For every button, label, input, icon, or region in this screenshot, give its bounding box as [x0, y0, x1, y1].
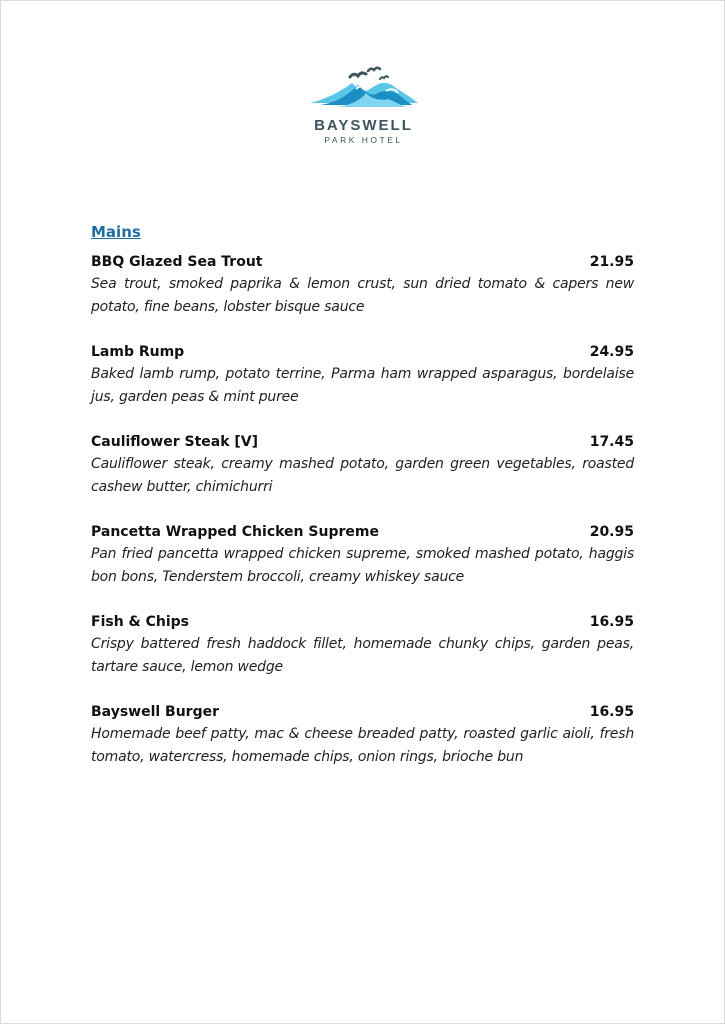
menu-item-name: Bayswell Burger: [91, 704, 220, 720]
menu-item-name: Fish & Chips: [91, 614, 190, 630]
menu-item-name: BBQ Glazed Sea Trout: [91, 254, 263, 270]
menu-item: [91, 251, 634, 319]
menu-item-header: [91, 701, 634, 723]
menu-item: [91, 521, 634, 589]
menu-item-name: Lamb Rump: [91, 344, 185, 360]
hotel-subtitle: PARK HOTEL: [324, 135, 403, 145]
menu-item: [91, 341, 634, 409]
menu-item-description: Cauliflower steak, creamy mashed potato, garden green vegetables, roasted cashew butter, chimichurri: [91, 456, 634, 495]
menu-item-header: [91, 431, 634, 453]
menu-item-price: 17.45: [589, 434, 634, 450]
menu-item-header: [91, 341, 634, 363]
menu-item-description: Crispy battered fresh haddock fillet, homemade chunky chips, garden peas, tartare sauce, lemon wedge: [91, 636, 634, 675]
menu-item-name: Pancetta Wrapped Chicken Supreme: [91, 524, 379, 540]
hotel-name: BAYSWELL: [314, 117, 413, 134]
menu-item: [91, 611, 634, 679]
menu-item-header: [91, 251, 634, 273]
menu-item-description: Sea trout, smoked paprika & lemon crust, sun dried tomato & capers new potato, fine beans, lobster bisque sauce: [91, 276, 634, 315]
menu-item: [91, 701, 634, 769]
menu-item-description: Baked lamb rump, potato terrine, Parma ham wrapped asparagus, bordelaise jus, garden peas & mint puree: [91, 366, 634, 405]
menu-item-price: 16.95: [589, 704, 634, 720]
menu-item-price: 21.95: [589, 254, 634, 270]
section-title: Mains: [91, 223, 141, 241]
hotel-logo: [1, 63, 725, 145]
menu-item-price: 20.95: [589, 524, 634, 540]
menu-item-name: Cauliflower Steak [V]: [91, 434, 259, 450]
menu-item: [91, 431, 634, 499]
menu-item-description: Pan fried pancetta wrapped chicken supreme, smoked mashed potato, haggis bon bons, Tenderstem broccoli, creamy whiskey sauce: [91, 546, 634, 585]
menu-item-header: [91, 611, 634, 633]
menu-item-description: Homemade beef patty, mac & cheese breaded patty, roasted garlic aioli, fresh tomato, watercress, homemade chips, onion rings, brioche bun: [91, 726, 634, 765]
menu-item-price: 24.95: [589, 344, 634, 360]
menu-item-price: 16.95: [589, 614, 634, 630]
menu-content: [91, 221, 634, 791]
menu-item-header: [91, 521, 634, 543]
wave-gull-logo-icon: [308, 63, 420, 111]
